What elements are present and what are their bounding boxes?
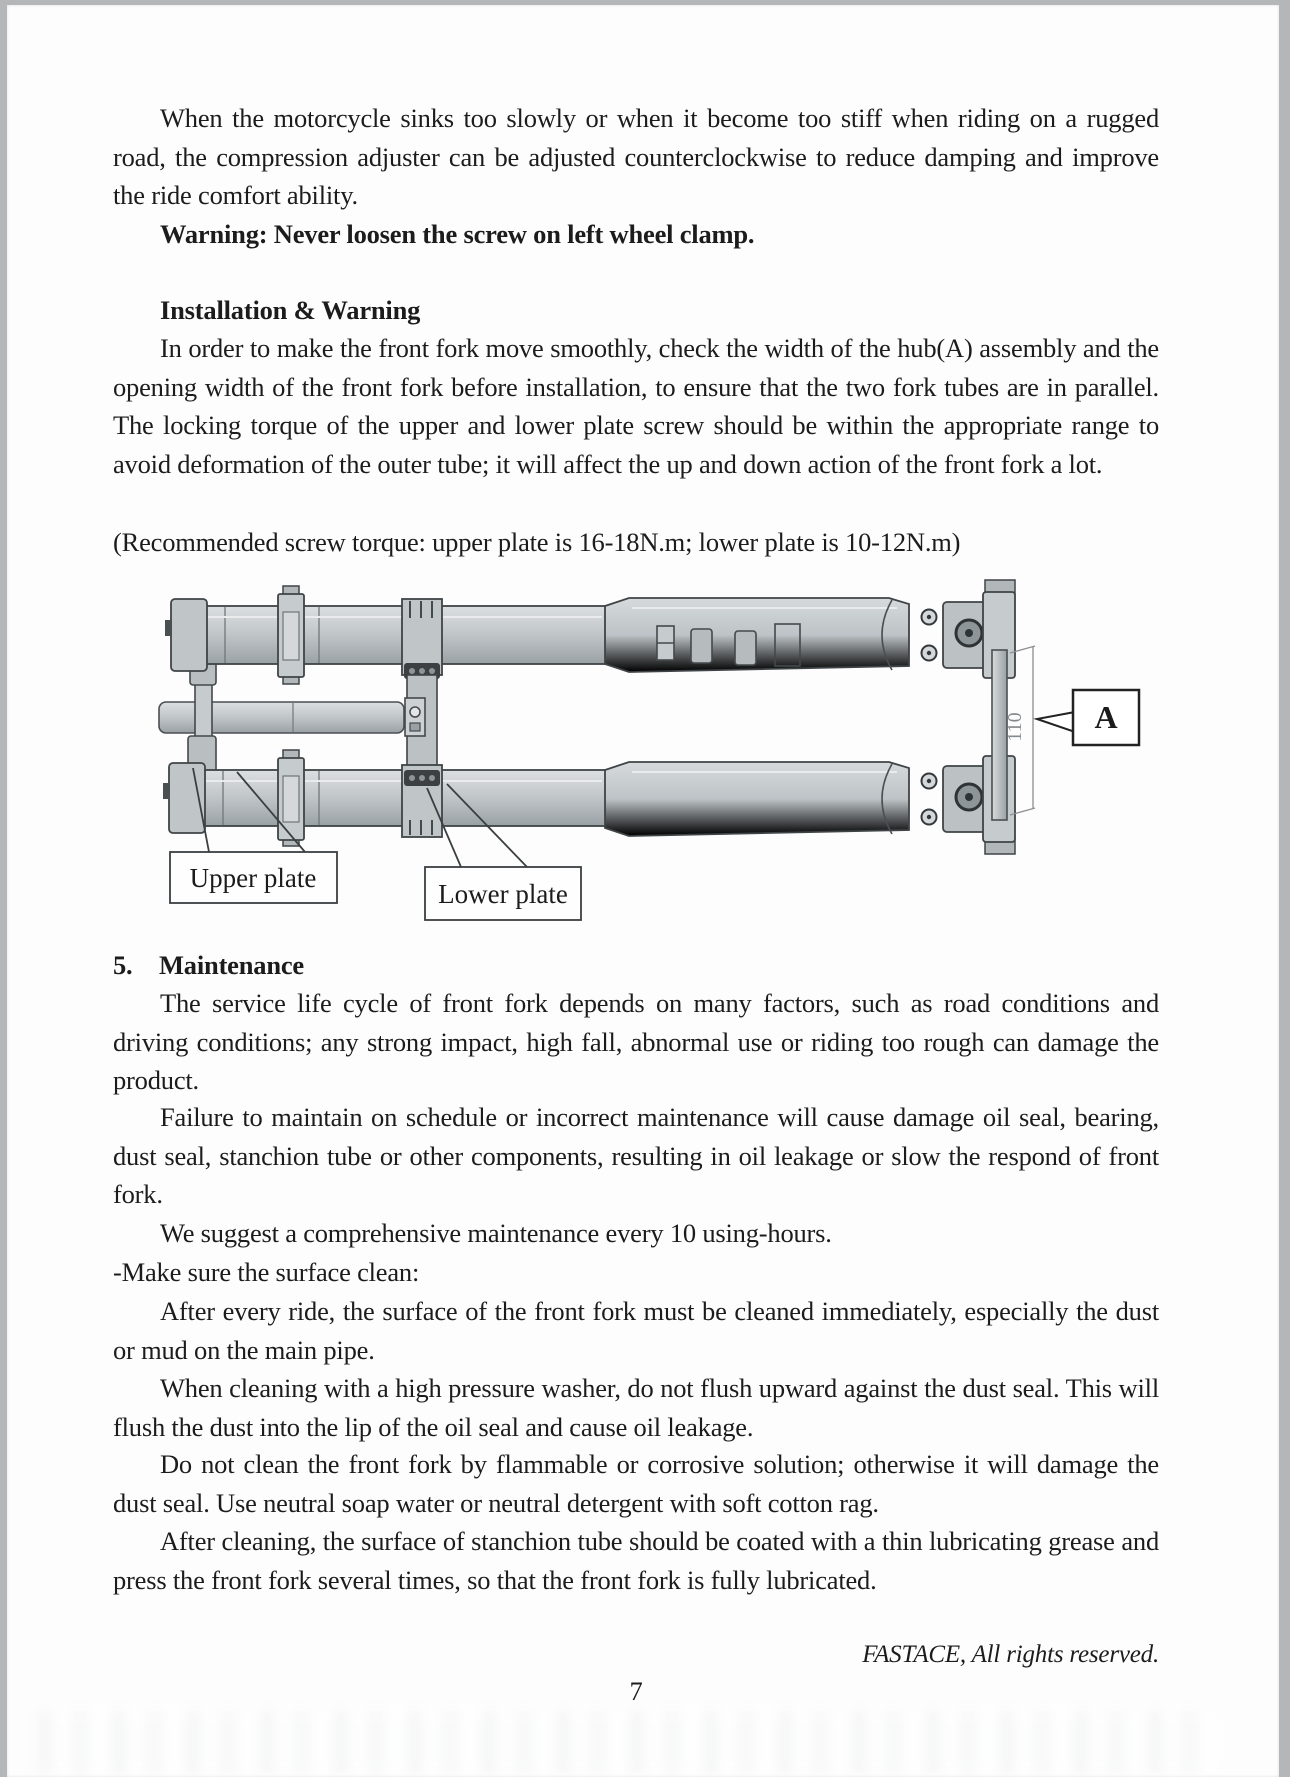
footer-copyright: FASTACE, All rights reserved.: [862, 1641, 1159, 1668]
callout-a-text: A: [1094, 699, 1118, 735]
maintenance-number: 5.: [113, 950, 133, 980]
lower-fork-leg: [163, 750, 1015, 854]
torque-note: (Recommended screw torque: upper plate is 16-18N.m; lower plate is 10-12N.m): [113, 527, 961, 557]
front-fork-diagram: [97, 520, 1197, 950]
maintenance-heading-text: Maintenance: [159, 950, 304, 980]
lower-plate-part: [402, 599, 442, 837]
paragraph-failure: Failure to maintain on schedule or incorrect maintenance will cause damage oil seal, bearing, dust seal, stanchion tube or other components, resulting in oil leakage or slow the respond of front fork.: [113, 1102, 1159, 1210]
paragraph-after-ride: After every ride, the surface of the front fork must be cleaned immediately, especially the dust or mud on the main pipe.: [113, 1296, 1159, 1365]
paragraph-suggest: We suggest a comprehensive maintenance every 10 using-hours.: [160, 1218, 832, 1248]
paragraph-compression: When the motorcycle sinks too slowly or when it become too stiff when riding on a rugged road, the compression adjuster can be adjusted counterclockwise to reduce damping and improve the ride comfort ability.: [113, 103, 1159, 211]
upper-plate-label: Upper plate: [189, 863, 317, 893]
paragraph-grease: After cleaning, the surface of stanchion tube should be coated with a thin lubricating grease and press the front fork several times, so that the front fork is fully lubricated.: [113, 1526, 1159, 1595]
document-page: [7, 5, 1279, 1777]
paragraph-surface: -Make sure the surface clean:: [113, 1257, 420, 1287]
warning-line: Warning: Never loosen the screw on left wheel clamp.: [160, 219, 755, 249]
paragraph-washer: When cleaning with a high pressure washer, do not flush upward against the dust seal. This will flush the dust into the lip of the oil seal and cause oil leakage.: [113, 1373, 1159, 1442]
scan-bleed-through: [37, 1711, 1217, 1773]
front-fork-drawing: [97, 520, 1197, 950]
page-number: 7: [629, 1676, 643, 1706]
dimension-110-text: 110: [1004, 712, 1026, 742]
callout-a: [1037, 690, 1139, 745]
paragraph-solution: Do not clean the front fork by flammable or corrosive solution; otherwise it will damage the dust seal. Use neutral soap water or neutral detergent with soft cotton rag.: [113, 1449, 1159, 1518]
maintenance-heading: [113, 946, 1159, 985]
installation-heading: Installation & Warning: [160, 295, 421, 325]
lower-plate-label: Lower plate: [438, 879, 568, 909]
paragraph-service: The service life cycle of front fork depends on many factors, such as road conditions and driving conditions; any strong impact, high fall, abnormal use or riding too rough can damage the product.: [113, 988, 1159, 1096]
paragraph-installation: In order to make the front fork move smoothly, check the width of the hub(A) assembly and the opening width of the front fork before installation, to ensure that the two fork tubes are in parallel. The locking torque of the upper and lower plate screw should be within the appropriate range to avoid deformation of the outer tube; it will affect the up and down action of the front fork a lot.: [113, 333, 1159, 479]
upper-fork-leg: [165, 580, 1015, 684]
